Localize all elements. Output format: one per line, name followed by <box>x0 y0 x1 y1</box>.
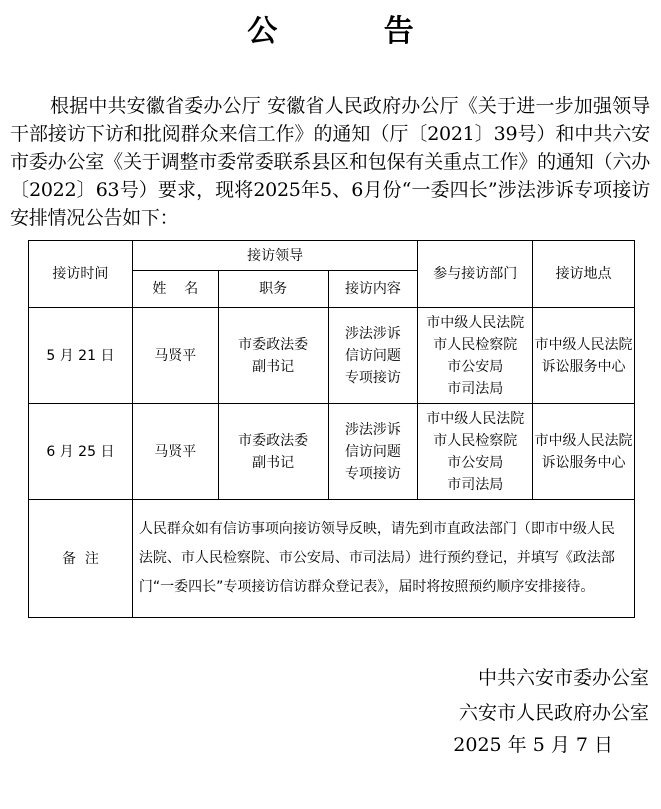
row-leader-name: 马贤平 <box>132 404 218 500</box>
header-position: 职务 <box>218 271 328 308</box>
header-reception-time: 接访时间 <box>29 241 133 308</box>
header-participating-departments: 参与接访部门 <box>418 241 533 308</box>
row-date: 6 月 25 日 <box>29 404 133 500</box>
note-text: 人民群众如有信访事项向接访领导反映，请先到市直政法部门（即市中级人民法院、市人民检察院、市公安局、市司法局）进行预约登记，并填写《政法部门“一委四长”专项接访信访群众登记表》，届时将按照预约顺序安排接待。 <box>132 500 634 618</box>
row-leader-name: 马贤平 <box>132 308 218 404</box>
note-label: 备 注 <box>29 500 133 618</box>
row-location: 市中级人民法院 诉讼服务中心 <box>533 404 635 500</box>
row-content: 涉法涉诉 信访问题 专项接访 <box>328 308 418 404</box>
row-date: 5 月 21 日 <box>29 308 133 404</box>
notice-intro-paragraph: 根据中共安徽省委办公厅 安徽省人民政府办公厅《关于进一步加强领导干部接访下访和批阅群众来信工作》的通知（厅〔2021〕39号）和中共六安市委办公室《关于调整市委常委联系县区和包保有关重点工作》的通知（六办〔2022〕63号）要求，现将2025年5、6月份“一委四长”涉法涉诉专项接访安排情况公告如下： <box>10 95 650 229</box>
reception-schedule-table <box>28 240 635 618</box>
notice-title: 公 告 <box>247 14 462 49</box>
table-header-row <box>29 241 635 271</box>
signature-date: 2025 年 5 月 7 日 <box>453 734 613 756</box>
table-row <box>29 404 635 500</box>
row-content: 涉法涉诉 信访问题 专项接访 <box>328 404 418 500</box>
header-content: 接访内容 <box>328 271 418 308</box>
signature-org-party-committee: 中共六安市委办公室 <box>477 667 649 689</box>
row-leader-position: 市委政法委 副书记 <box>218 404 328 500</box>
header-reception-leader: 接访领导 <box>132 241 418 271</box>
header-name: 姓 名 <box>132 271 218 308</box>
row-departments: 市中级人民法院 市人民检察院 市公安局 市司法局 <box>418 308 533 404</box>
header-reception-location: 接访地点 <box>533 241 635 308</box>
row-departments: 市中级人民法院 市人民检察院 市公安局 市司法局 <box>418 404 533 500</box>
table-row <box>29 308 635 404</box>
signature-org-government: 六安市人民政府办公室 <box>458 702 649 724</box>
row-leader-position: 市委政法委 副书记 <box>218 308 328 404</box>
table-note-row <box>29 500 635 618</box>
row-location: 市中级人民法院 诉讼服务中心 <box>533 308 635 404</box>
